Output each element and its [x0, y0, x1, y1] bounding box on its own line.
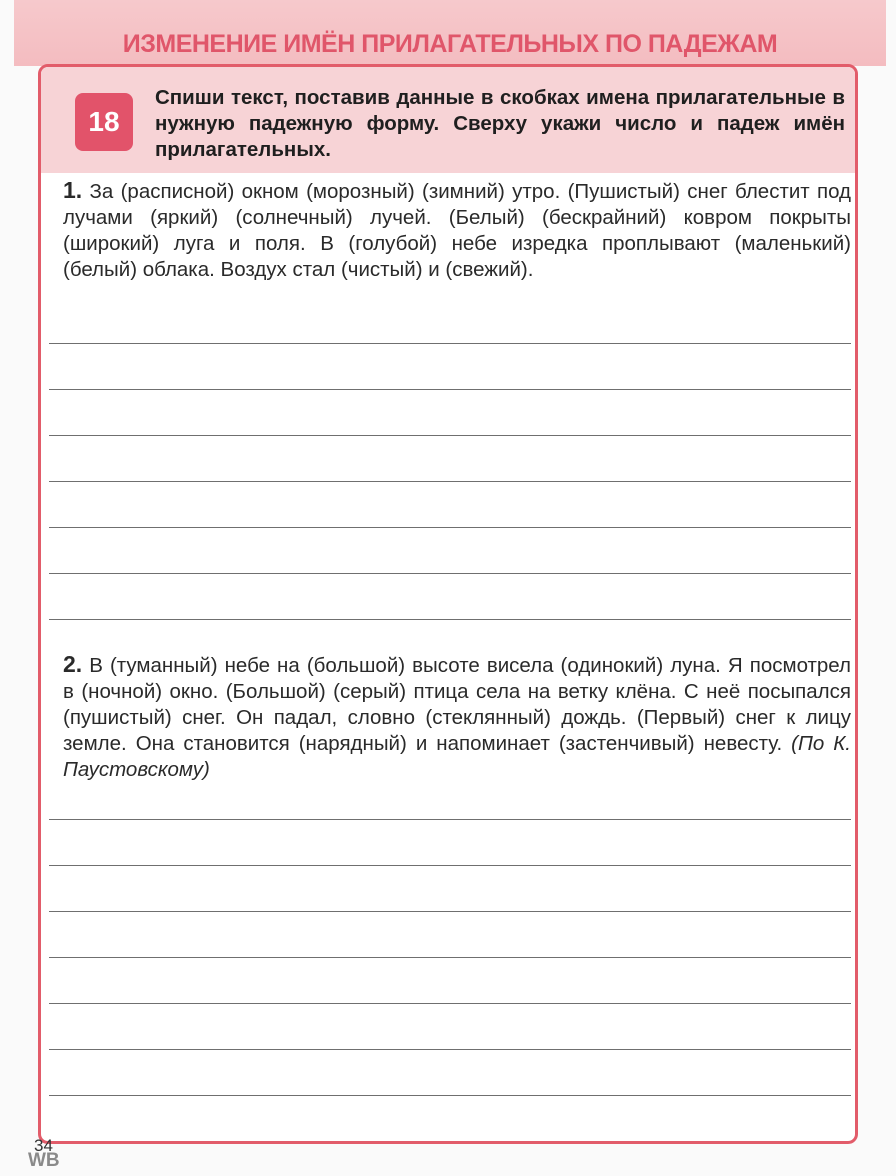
exercise-1-number: 1. — [63, 177, 83, 203]
answer-line — [49, 573, 851, 574]
chapter-title: ИЗМЕНЕНИЕ ИМЁН ПРИЛАГАТЕЛЬНЫХ ПО ПАДЕЖАМ — [122, 30, 778, 58]
answer-line — [49, 1141, 851, 1142]
answer-line — [49, 911, 851, 912]
chapter-header — [14, 0, 886, 66]
answer-line — [49, 865, 851, 866]
answer-line — [49, 527, 851, 528]
answer-line — [49, 957, 851, 958]
answer-line — [49, 1095, 851, 1096]
exercise-2-source: (По К. Паустовскому) — [63, 732, 851, 781]
exercise-1 — [63, 177, 851, 283]
task-frame — [38, 64, 858, 1144]
answer-line — [49, 389, 851, 390]
task-header — [41, 67, 855, 173]
exercise-2 — [63, 651, 851, 783]
answer-line — [49, 435, 851, 436]
answer-line — [49, 481, 851, 482]
watermark: WB — [28, 1150, 60, 1171]
task-instruction: Спиши текст, поставив данные в скобках имена прилагательные в нужную падежную форму. Сверху укажи число и падеж имён прилагательных. — [155, 86, 845, 161]
answer-line — [49, 343, 851, 344]
task-number-badge: 18 — [75, 93, 133, 151]
answer-line — [49, 1003, 851, 1004]
answer-line — [49, 819, 851, 820]
exercise-2-text: В (туманный) небе на (большой) высоте висела (одинокий) луна. Я посмотрел в (ночной) окно. (Большой) (серый) птица села на ветку клёна. С неё посыпался (пушистый) снег. Он падал, словно (стеклянный) дождь. (Первый) снег к лицу земле. Она становится (нарядный) и напоминает (застенчивый) невесту. — [63, 654, 851, 755]
answer-line — [49, 619, 851, 620]
page-number: 34 — [34, 1136, 53, 1155]
answer-line — [49, 1049, 851, 1050]
exercise-2-number: 2. — [63, 651, 83, 677]
exercise-1-text: За (расписной) окном (морозный) (зимний) утро. (Пушистый) снег блестит под лучами (яркий) (солнечный) лучей. (Белый) (бескрайний) ковром покрыты (широкий) луга и поля. В (голубой) небе изредка проплывают (маленький) (белый) облака. Воздух стал (чистый) и (свежий). — [63, 180, 851, 281]
